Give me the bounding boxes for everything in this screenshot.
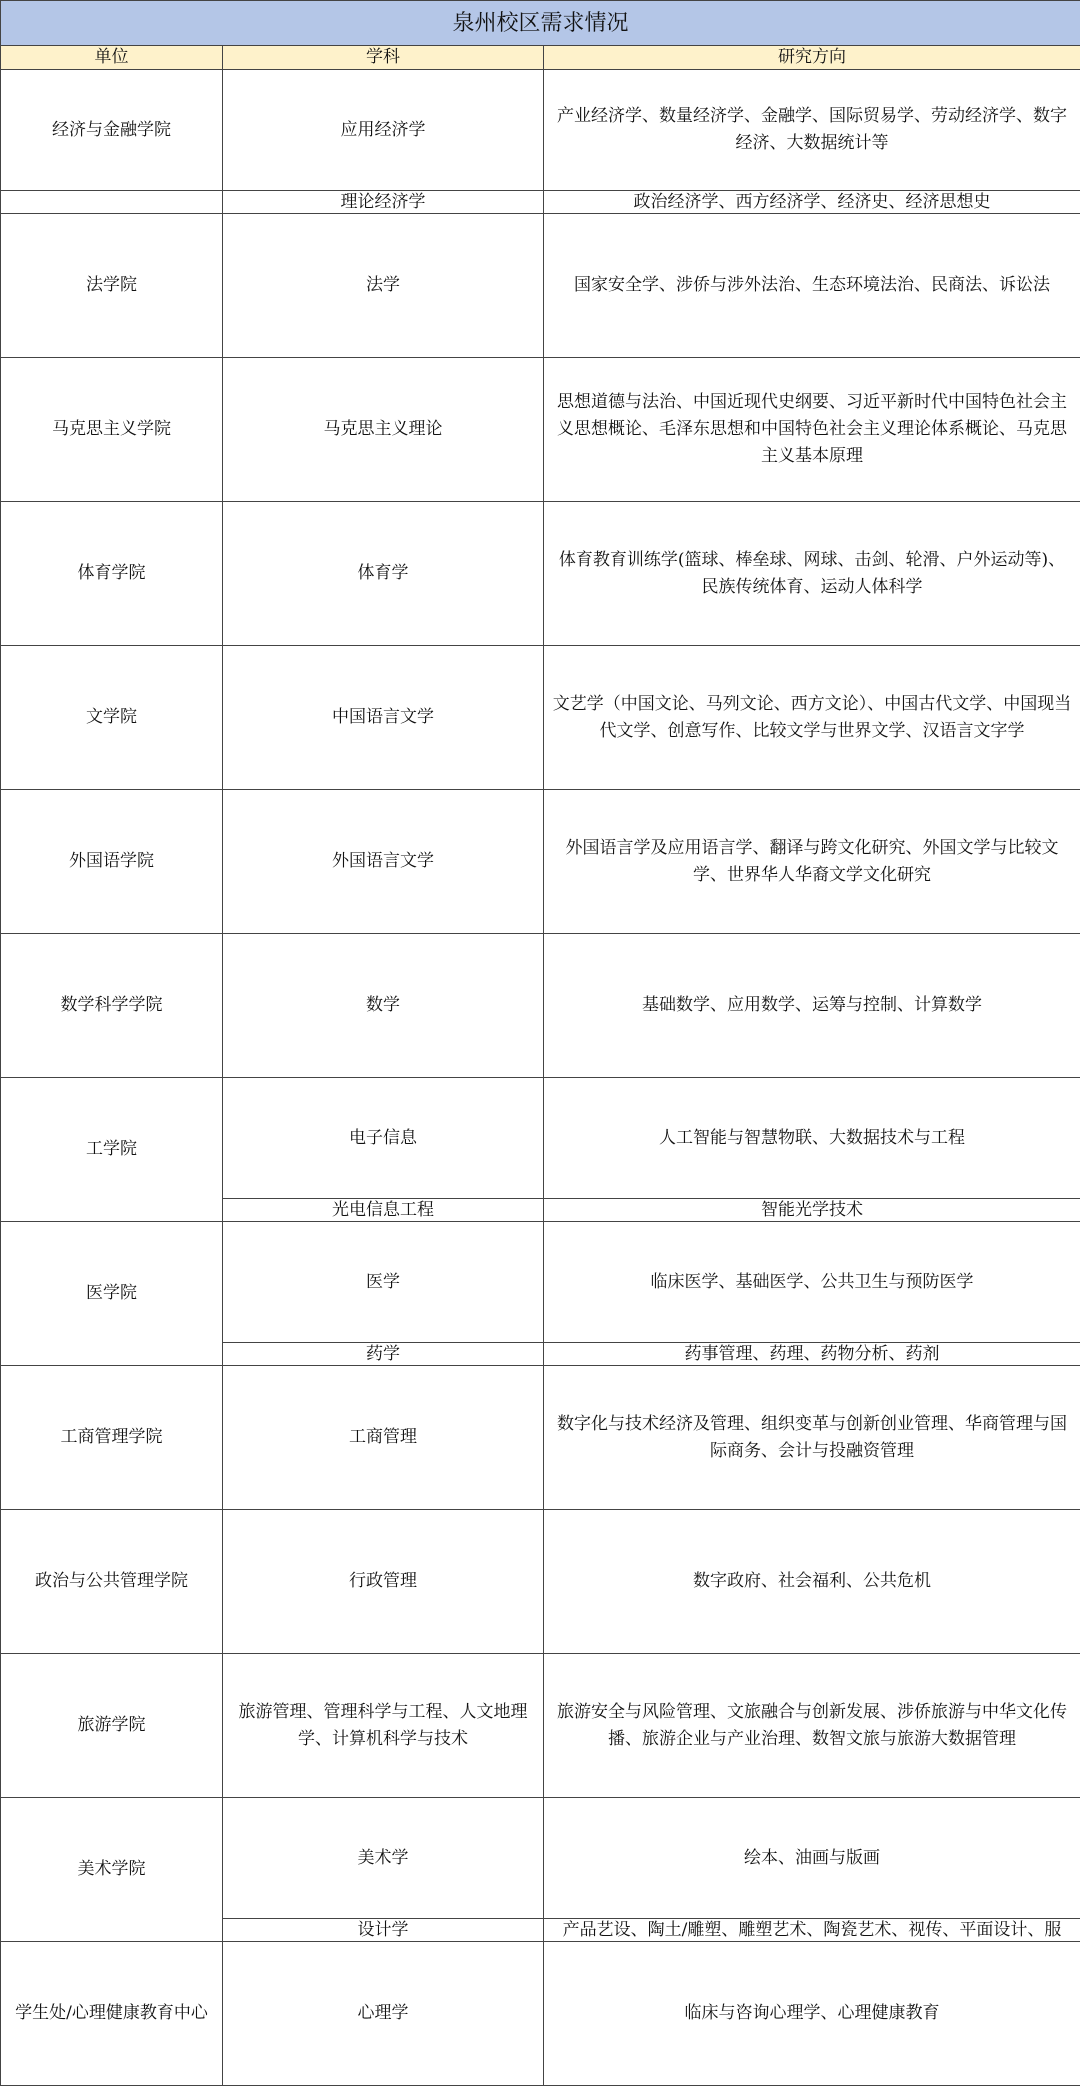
unit-cell: 法学院 [1,214,223,358]
table-row [1,191,1080,214]
subject-cell: 心理学 [223,1942,544,2086]
direction-cell: 旅游安全与风险管理、文旅融合与创新发展、涉侨旅游与中华文化传播、旅游企业与产业治理、数智文旅与旅游大数据管理 [544,1654,1080,1798]
direction-cell: 外国语言学及应用语言学、翻译与跨文化研究、外国文学与比较文学、世界华人华裔文学文化研究 [544,790,1080,934]
subject-cell: 设计学 [223,1919,544,1942]
unit-cell: 工商管理学院 [1,1366,223,1510]
direction-cell: 思想道德与法治、中国近现代史纲要、习近平新时代中国特色社会主义思想概论、毛泽东思想和中国特色社会主义理论体系概论、马克思主义基本原理 [544,358,1080,502]
table-row [1,502,1080,646]
unit-cell: 经济与金融学院 [1,70,223,191]
table-row [1,1222,1080,1343]
unit-cell-empty [1,191,223,214]
table-row [1,1942,1080,2086]
header-subject: 学科 [223,46,544,70]
subject-cell: 数学 [223,934,544,1078]
direction-cell: 临床与咨询心理学、心理健康教育 [544,1942,1080,2086]
subject-cell: 应用经济学 [223,70,544,191]
direction-cell: 文艺学（中国文论、马列文论、西方文论）、中国古代文学、中国现当代文学、创意写作、比较文学与世界文学、汉语言文字学 [544,646,1080,790]
table-row [1,1366,1080,1510]
subject-cell: 行政管理 [223,1510,544,1654]
table-row [1,646,1080,790]
table-row [1,70,1080,191]
direction-cell: 数字政府、社会福利、公共危机 [544,1510,1080,1654]
unit-cell: 学生处/心理健康教育中心 [1,1942,223,2086]
direction-cell: 智能光学技术 [544,1199,1080,1222]
subject-cell: 中国语言文学 [223,646,544,790]
direction-cell: 基础数学、应用数学、运筹与控制、计算数学 [544,934,1080,1078]
title-row [1,1,1080,46]
subject-cell: 电子信息 [223,1078,544,1199]
direction-cell: 临床医学、基础医学、公共卫生与预防医学 [544,1222,1080,1343]
table-row [1,1654,1080,1798]
table-row [1,214,1080,358]
unit-cell: 数学科学学院 [1,934,223,1078]
direction-cell: 数字化与技术经济及管理、组织变革与创新创业管理、华商管理与国际商务、会计与投融资管理 [544,1366,1080,1510]
subject-cell: 美术学 [223,1798,544,1919]
subject-cell: 旅游管理、管理科学与工程、人文地理学、计算机科学与技术 [223,1654,544,1798]
header-unit: 单位 [1,46,223,70]
unit-cell: 体育学院 [1,502,223,646]
table-row [1,1798,1080,1919]
direction-cell: 政治经济学、西方经济学、经济史、经济思想史 [544,191,1080,214]
subject-cell: 药学 [223,1343,544,1366]
unit-cell: 文学院 [1,646,223,790]
header-row [1,46,1080,70]
unit-cell: 政治与公共管理学院 [1,1510,223,1654]
subject-cell: 光电信息工程 [223,1199,544,1222]
direction-cell: 体育教育训练学(篮球、棒垒球、网球、击剑、轮滑、户外运动等)、民族传统体育、运动人体科学 [544,502,1080,646]
unit-cell: 工学院 [1,1078,223,1222]
direction-cell: 产品艺设、陶土/雕塑、雕塑艺术、陶瓷艺术、视传、平面设计、服 [544,1919,1080,1942]
table-row [1,358,1080,502]
table-row [1,934,1080,1078]
unit-cell: 美术学院 [1,1798,223,1942]
unit-cell: 医学院 [1,1222,223,1366]
subject-cell: 工商管理 [223,1366,544,1510]
table-row [1,1510,1080,1654]
table-row [1,790,1080,934]
unit-cell: 马克思主义学院 [1,358,223,502]
direction-cell: 绘本、油画与版画 [544,1798,1080,1919]
direction-cell: 人工智能与智慧物联、大数据技术与工程 [544,1078,1080,1199]
subject-cell: 体育学 [223,502,544,646]
subject-cell: 法学 [223,214,544,358]
direction-cell: 国家安全学、涉侨与涉外法治、生态环境法治、民商法、诉讼法 [544,214,1080,358]
table-title: 泉州校区需求情况 [1,1,1080,46]
unit-cell: 外国语学院 [1,790,223,934]
subject-cell: 马克思主义理论 [223,358,544,502]
subject-cell: 理论经济学 [223,191,544,214]
subject-cell: 医学 [223,1222,544,1343]
table-row [1,1078,1080,1199]
direction-cell: 产业经济学、数量经济学、金融学、国际贸易学、劳动经济学、数字经济、大数据统计等 [544,70,1080,191]
header-direction: 研究方向 [544,46,1080,70]
direction-cell: 药事管理、药理、药物分析、药剂 [544,1343,1080,1366]
subject-cell: 外国语言文学 [223,790,544,934]
unit-cell: 旅游学院 [1,1654,223,1798]
